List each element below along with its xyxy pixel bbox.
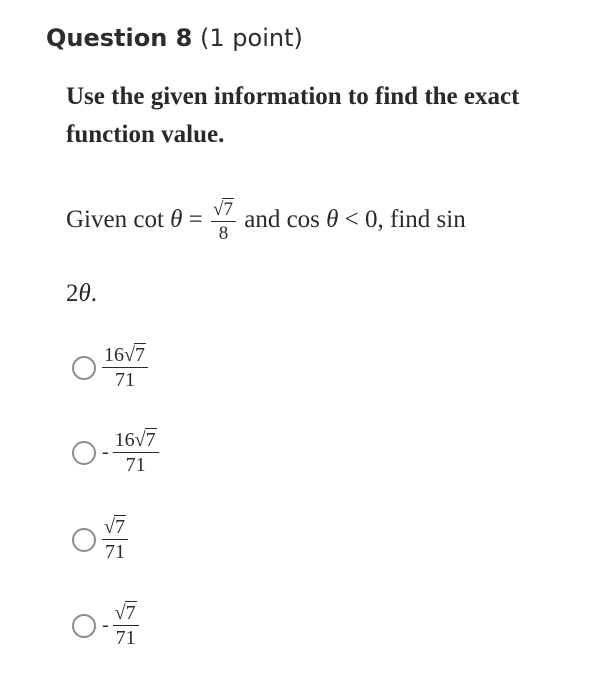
option-denominator: 71 — [115, 627, 136, 649]
stem-equals: = — [182, 206, 210, 234]
stem-fraction-denominator: 8 — [218, 223, 229, 244]
question-instruction: Use the given information to find the exact function value. — [66, 83, 520, 148]
option-radicand: 7 — [125, 602, 136, 624]
sqrt-icon: √ — [213, 199, 224, 220]
question-stem-line2 — [66, 280, 97, 308]
question-title — [46, 24, 303, 52]
stem-inequality: < 0, find sin — [338, 206, 466, 234]
option-fraction — [113, 430, 159, 475]
option-denominator: 71 — [104, 541, 125, 563]
option-sign: - — [102, 614, 109, 636]
option-coef: 16 — [104, 344, 124, 366]
radio-button[interactable] — [72, 528, 96, 552]
stem-theta-2: θ — [326, 206, 339, 234]
stem-fraction — [211, 200, 236, 243]
answer-option-c[interactable] — [72, 517, 130, 562]
option-numerator — [113, 603, 139, 623]
sqrt-icon: √ — [124, 344, 135, 366]
option-coef: 16 — [114, 429, 135, 451]
option-numerator — [102, 345, 148, 365]
option-fraction — [102, 345, 148, 390]
fraction-bar — [113, 625, 139, 626]
stem-radicand: 7 — [223, 199, 233, 220]
stem-coef-2: 2 — [66, 280, 79, 307]
option-numerator — [102, 517, 128, 537]
option-numerator — [113, 430, 159, 450]
stem-given-text: Given cot — [66, 206, 171, 234]
stem-and-cos: and cos — [237, 206, 327, 234]
option-fraction — [102, 517, 128, 562]
option-denominator: 71 — [125, 454, 146, 476]
answer-option-d[interactable] — [72, 603, 141, 648]
fraction-bar — [211, 221, 236, 222]
stem-theta: θ — [170, 206, 183, 234]
sqrt-icon: √ — [134, 429, 146, 451]
question-stem-line1 — [66, 200, 466, 243]
option-denominator: 71 — [114, 369, 135, 391]
fraction-bar — [102, 367, 148, 368]
question-points: (1 point) — [200, 24, 303, 52]
radio-button[interactable] — [72, 614, 96, 638]
option-fraction — [113, 603, 139, 648]
radio-button[interactable] — [72, 356, 96, 380]
stem-theta-3: θ — [78, 280, 91, 307]
option-radicand: 7 — [145, 429, 156, 451]
fraction-bar — [102, 539, 128, 540]
answer-option-b[interactable] — [72, 430, 161, 475]
option-sign: - — [102, 441, 109, 463]
stem-period: . — [90, 280, 98, 307]
answer-option-a[interactable] — [72, 345, 150, 390]
option-radicand: 7 — [134, 344, 145, 366]
option-radicand: 7 — [114, 516, 125, 538]
question-number: Question 8 — [46, 24, 193, 52]
sqrt-icon: √ — [114, 602, 126, 624]
radio-button[interactable] — [72, 441, 96, 465]
stem-fraction-numerator — [211, 200, 236, 219]
fraction-bar — [113, 452, 159, 453]
sqrt-icon: √ — [104, 516, 115, 538]
